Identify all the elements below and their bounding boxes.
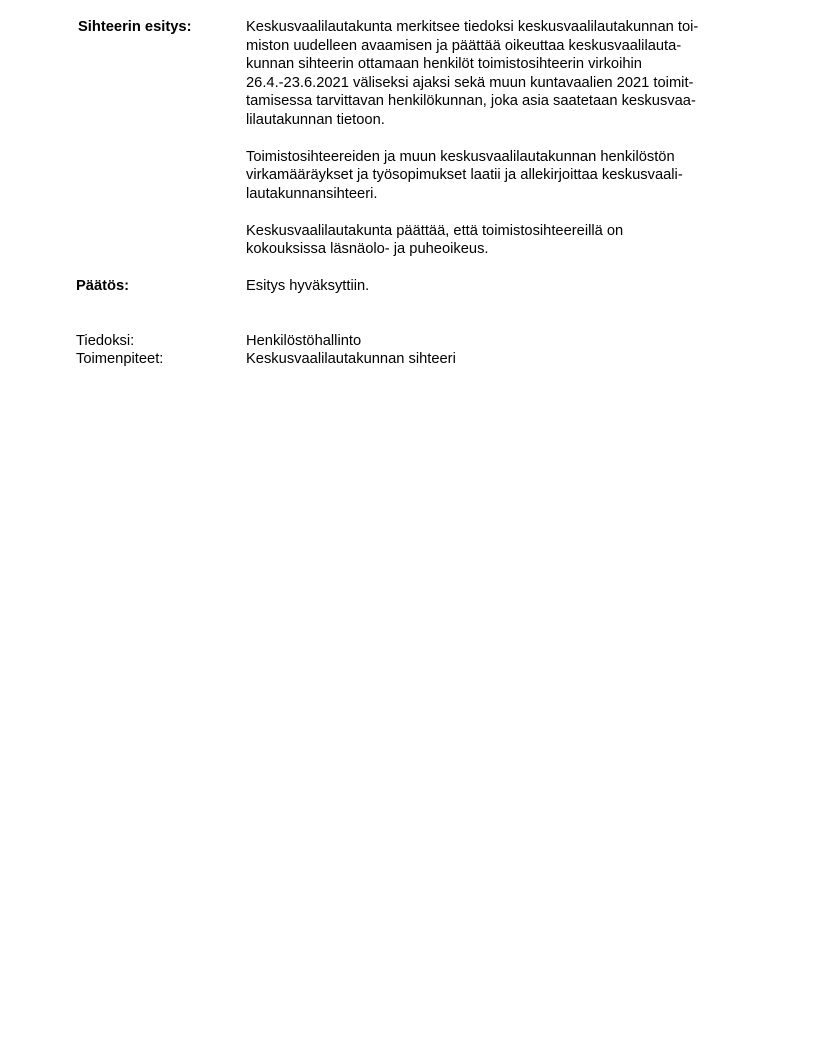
- text-line: Keskusvaalilautakunta päättää, että toimistosihteereillä on: [246, 222, 624, 239]
- proposal-paragraph-2: [246, 148, 746, 204]
- text-line: kokouksissa läsnäolo- ja puheoikeus.: [246, 241, 489, 257]
- text-line: tamisessa tarvittavan henkilökunnan, joka asia saatetaan keskusvaa-: [246, 93, 696, 109]
- text-line: kunnan sihteerin ottamaan henkilöt toimistosihteerin virkoihin: [246, 56, 642, 72]
- proposal-label: Sihteerin esitys:: [78, 19, 192, 35]
- proposal-paragraph-3: [246, 222, 746, 259]
- text-line: lilautakunnan tietoon.: [246, 111, 385, 128]
- proposal-content: [246, 18, 746, 259]
- text-line: Toimistosihteereiden ja muun keskusvaalilautakunnan henkilöstön: [246, 148, 675, 165]
- text-line: virkamääräykset ja työsopimukset laatii ja allekirjoittaa keskusvaali-: [246, 167, 683, 183]
- text-line: lautakunnansihteeri.: [246, 185, 378, 202]
- info-text: Henkilöstöhallinto: [246, 333, 362, 349]
- decision-text: Esitys hyväksyttiin.: [246, 278, 370, 294]
- actions-text: Keskusvaalilautakunnan sihteeri: [246, 351, 456, 367]
- text-line: 26.4.-23.6.2021 väliseksi ajaksi sekä muun kuntavaalien 2021 toimit-: [246, 74, 694, 91]
- info-label: Tiedoksi:: [76, 333, 135, 349]
- text-line: miston uudelleen avaamisen ja päättää oikeuttaa keskusvaalilauta-: [246, 37, 682, 54]
- actions-label: Toimenpiteet:: [76, 351, 164, 367]
- decision-label: Päätös:: [76, 278, 130, 294]
- text-line: Keskusvaalilautakunta merkitsee tiedoksi keskusvaalilautakunnan toi-: [246, 19, 699, 35]
- proposal-paragraph-1: [246, 18, 746, 129]
